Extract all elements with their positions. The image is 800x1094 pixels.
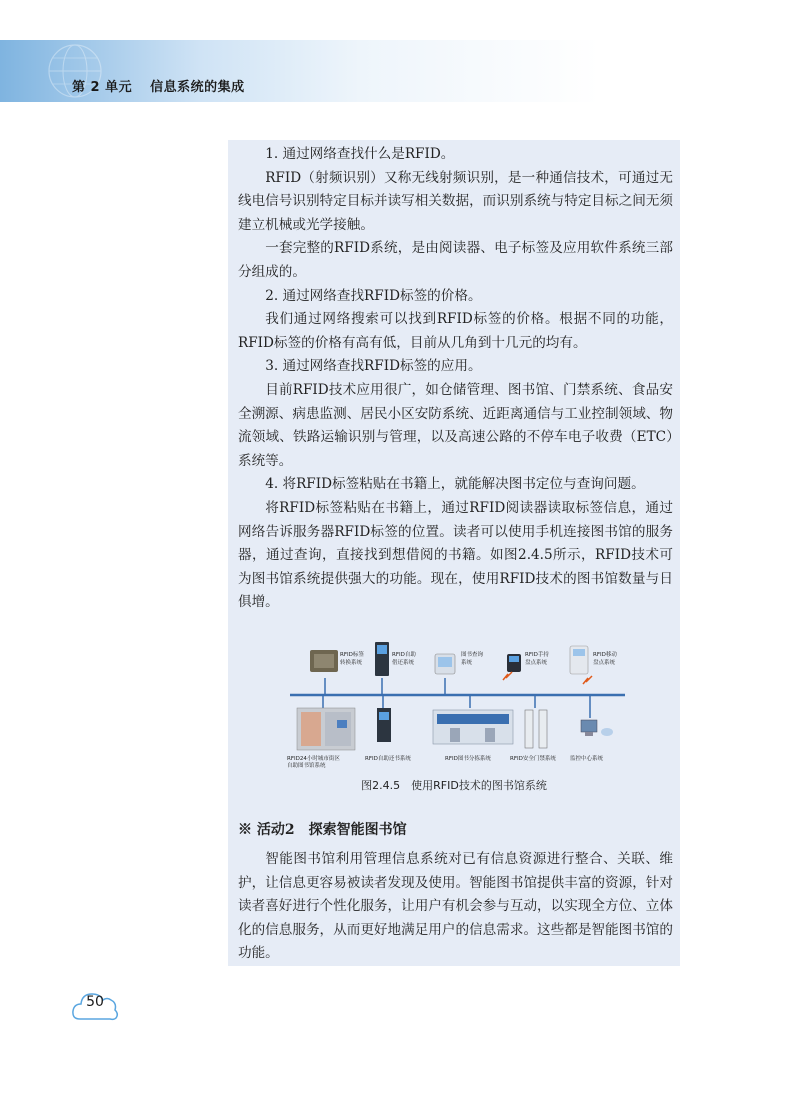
- paragraph: RFID（射频识别）又称无线射频识别，是一种通信技术，可通过无线电信号识别特定目标并读写相关数据，而识别系统与特定目标之间无须建立机械或光学接触。: [238, 169, 673, 233]
- paragraph: 2. 通过网络查找RFID标签的价格。: [265, 287, 482, 304]
- article-body: [238, 143, 673, 615]
- activity-heading: ※ 活动2 探索智能图书馆: [238, 822, 407, 838]
- paragraph: 3. 通过网络查找RFID标签的应用。: [265, 358, 482, 375]
- paragraph: 一套完整的RFID系统，是由阅读器、电子标签及应用软件系统三部分组成的。: [238, 240, 673, 280]
- activity-body: [238, 848, 673, 966]
- device-label: RFID图书分拣系统: [445, 756, 491, 762]
- rfid-library-diagram: [285, 640, 630, 770]
- self-checkout-kiosk: [375, 642, 389, 676]
- device-label: 系统: [461, 660, 473, 666]
- self-return-machine: [377, 708, 391, 742]
- device-label: 监控中心系统: [570, 756, 604, 762]
- paragraph: 4. 将RFID标签粘贴在书籍上，就能解决图书定位与查询问题。: [265, 476, 645, 493]
- device-label: RFID自助: [392, 652, 416, 658]
- device-label: RFID自助还书系统: [365, 756, 411, 762]
- tag-converter-device: [310, 650, 338, 672]
- device-label: RFID移动: [593, 652, 617, 658]
- page-number-badge: [70, 985, 120, 1025]
- device-label: RFID24小时城市街区: [287, 756, 340, 762]
- mobile-inventory-cart: [570, 646, 592, 684]
- monitoring-center: [581, 720, 613, 736]
- paragraph: 1. 通过网络查找什么是RFID。: [265, 146, 455, 162]
- unit-title: 信息系统的集成: [150, 80, 245, 95]
- device-label: 盘点系统: [525, 660, 548, 666]
- paragraph: 智能图书馆利用管理信息系统对已有信息资源进行整合、关联、维护，让信息更容易被读者发现及使用。智能图书馆提供丰富的资源，针对读者喜好进行个性化服务，让用户有机会参与互动，以实现全方位、立体化的信息服务，从而更好地满足用户的信息需求。这些都是智能图书馆的功能。: [238, 851, 673, 962]
- paragraph: 目前RFID技术应用很广，如仓储管理、图书馆、门禁系统、食品安全溯源、病患监测、居民小区安防系统、近距离通信与工业控制领域、物流领域、铁路运输识别与管理，以及高速公路的不停车电子收费（ETC）系统等。: [238, 381, 673, 469]
- device-label: 图书查询: [461, 652, 484, 658]
- page-number: 50: [86, 994, 104, 1010]
- device-label: RFID手持: [525, 652, 549, 658]
- device-label: RFID安全门禁系统: [510, 756, 556, 762]
- handheld-reader: [503, 654, 521, 680]
- paragraph: 我们通过网络搜索可以找到RFID标签的价格。根据不同的功能，RFID标签的价格有高有低，目前从几角到十几元的均有。: [238, 311, 673, 351]
- device-label: RFID标签: [340, 652, 364, 658]
- device-label: 自助图书馆系统: [287, 763, 326, 769]
- chapter-header: [72, 76, 245, 95]
- security-gate: [525, 710, 547, 748]
- device-label: 盘点系统: [593, 660, 616, 666]
- paragraph: 将RFID标签粘贴在书籍上，通过RFID阅读器读取标签信息，通过网络告诉服务器RFID标签的位置。读者可以使用手机连接图书馆的服务器，通过查询，直接找到想借阅的书籍。如图2.4.5所示，RFID技术可为图书馆系统提供强大的功能。现在，使用RFID技术的图书馆数量与日俱增。: [238, 499, 673, 611]
- street-library-kiosk: [297, 708, 355, 750]
- figure-caption: 图2.4.5 使用RFID技术的图书馆系统: [361, 779, 547, 792]
- book-query-terminal: [435, 654, 455, 674]
- unit-label: 第 2 单元: [72, 80, 133, 95]
- device-label: 转换系统: [340, 660, 363, 666]
- device-label: 借还系统: [392, 660, 415, 666]
- book-sorting-machine: [433, 710, 513, 744]
